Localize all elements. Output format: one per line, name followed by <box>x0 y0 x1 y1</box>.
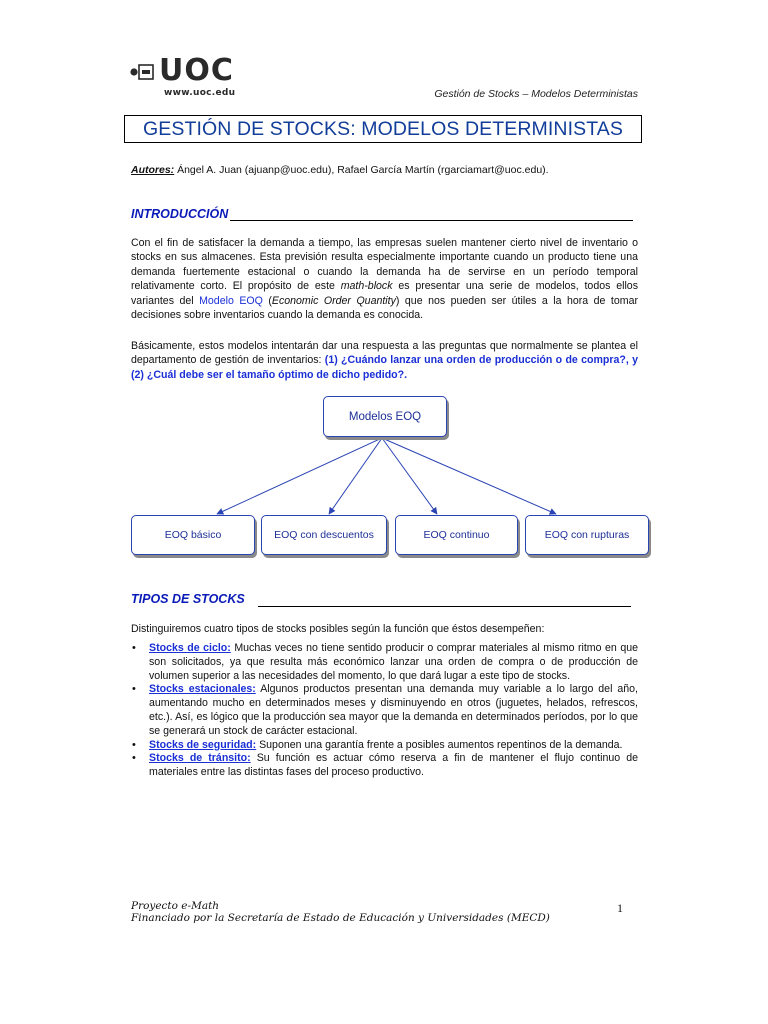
list-item-term: Stocks de tránsito: <box>149 752 251 765</box>
list-item-text: Suponen una garantía frente a posibles aumentos repentinos de la demanda. <box>256 738 623 751</box>
footer <box>131 900 550 924</box>
document-title-text: GESTIÓN DE STOCKS: MODELOS DETERMINISTAS <box>142 118 624 140</box>
intro-p1-text: ( <box>262 294 272 307</box>
page-number: 1 <box>617 901 623 915</box>
bullet-icon: • <box>132 752 136 765</box>
arrow-to-eoq-basico <box>217 438 382 514</box>
diagram-node-eoq-descuentos: EOQ con descuentos <box>261 515 387 555</box>
list-item-text: Su función es actuar cómo reserva a fin de mantener el flujo continuo de materiales entre las distintas fases del proceso productivo. <box>149 752 638 779</box>
eoq-full-name: Economic Order Quantity <box>271 294 396 307</box>
bullet-icon: • <box>132 642 136 654</box>
modelo-eoq-link[interactable]: Modelo EOQ <box>199 294 263 307</box>
authors-label: Autores: <box>131 164 175 176</box>
intro-p2-text: Básicamente, estos modelos intentarán dar una respuesta a las preguntas que normalmente se plantea el departamento de gestión de inventarios: <box>131 340 638 367</box>
list-item <box>131 752 638 780</box>
intro-p1-text: Con el fin de satisfacer la demanda a tiempo, las empresas suelen mantener cierto nivel de inventario o stocks en sus almacenes. Esta previsión resulta especialmente importante cuando un producto tiene una demanda fuertemente estacional o cuando la demanda ha de servirse en un período temporal relativamente corto. El propósito de este <box>131 237 638 293</box>
logo-wordmark: UOC <box>159 53 234 88</box>
diagram-node-eoq-basico: EOQ básico <box>131 515 255 555</box>
intro-p1-text: ) que nos pueden ser útiles a la hora de tomar decisiones sobre inventarios cuando la demanda es conocida. <box>131 294 638 322</box>
section-rule <box>258 606 631 607</box>
tipos-intro: Distinguiremos cuatro tipos de stocks posibles según la función que éstos desempeñen: <box>131 623 545 635</box>
running-head: Gestión de Stocks – Modelos Deterministas <box>434 88 638 100</box>
arrow-to-eoq-rupturas <box>382 438 556 514</box>
diagram-root-node: Modelos EOQ <box>323 396 447 437</box>
bullet-icon: • <box>132 738 136 751</box>
list-item-term: Stocks de seguridad: <box>149 738 257 751</box>
arrow-to-eoq-descuentos <box>329 438 382 514</box>
bullet-icon: • <box>132 683 136 696</box>
list-item-text: Muchas veces no tiene sentido producir o comprar materiales al mismo ritmo en que son solicitados, ya que resulta más económico lanzar una orden de compra o de producción de volumen superior a las necesidades del momento, lo que dará lugar a este tipo de stocks. <box>149 642 638 682</box>
list-item-term: Stocks de ciclo: <box>149 642 231 654</box>
diagram-node-eoq-continuo: EOQ continuo <box>395 515 518 555</box>
authors-text: Ángel A. Juan (ajuanp@uoc.edu), Rafael García Martín (rgarciamart@uoc.edu). <box>174 164 549 176</box>
section-heading-tipos-de-stocks: TIPOS DE STOCKS <box>131 592 245 606</box>
stock-types-list <box>131 642 638 780</box>
footer-funding: Financiado por la Secretaría de Estado de Educación y Universidades (MECD) <box>131 912 550 924</box>
key-questions: (1) ¿Cuándo lanzar una orden de producción o de compra?, y (2) ¿Cuál debe ser el tamaño óptimo de dicho pedido?. <box>131 354 638 381</box>
list-item <box>131 739 638 753</box>
list-item <box>131 683 638 738</box>
math-block-term: math-block <box>340 280 393 293</box>
diagram-node-eoq-rupturas: EOQ con rupturas <box>525 515 649 555</box>
arrow-to-eoq-continuo <box>382 438 437 514</box>
list-item-term: Stocks estacionales: <box>149 683 256 696</box>
list-item-text: Algunos productos presentan una demanda muy variable a lo largo del año, aumentando mucho en determinados meses y disminuyendo en otros (juguetes, helados, refrescos, etc.). Así, es lógico que la producción sea mayor que la demanda en determinados períodos, por lo que se generará un stock de carácter estacional. <box>149 683 639 737</box>
section-heading-introduccion: INTRODUCCIÓN <box>131 207 229 221</box>
list-item <box>131 642 638 683</box>
footer-project: Proyecto e-Math <box>131 900 220 912</box>
intro-p1-text: es presentar una serie de modelos, todos ellos variantes del <box>131 280 638 307</box>
logo-url: www.uoc.edu <box>164 88 236 98</box>
